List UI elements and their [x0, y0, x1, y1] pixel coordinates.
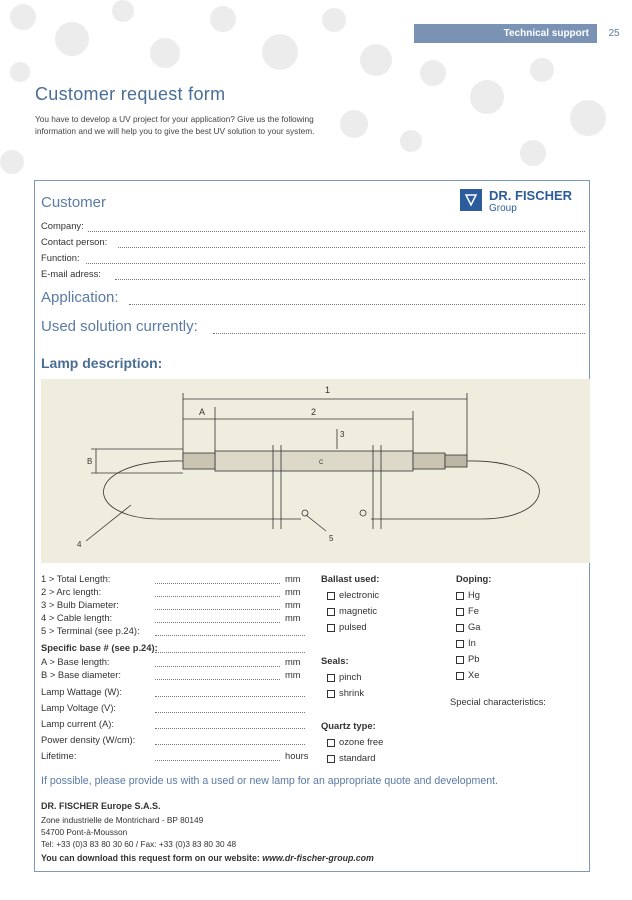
checkbox[interactable] — [456, 656, 464, 664]
base-measure-row-2-field[interactable] — [155, 679, 280, 680]
measure-row-4-unit: mm — [285, 612, 301, 623]
download-note — [41, 853, 374, 863]
doping-option-pb[interactable] — [456, 653, 479, 664]
checkbox[interactable] — [456, 640, 464, 648]
email-label: E-mail adress: — [41, 268, 101, 279]
email-field[interactable] — [115, 279, 585, 280]
quartz-option-standard[interactable] — [327, 752, 375, 763]
option-label: Xe — [468, 669, 480, 680]
lamp-field-row-1-label: Lamp Wattage (W): — [41, 686, 122, 697]
measure-row-5-field[interactable] — [155, 635, 305, 636]
diagram-label-1: 1 — [325, 385, 331, 395]
lamp-field-row-4-label: Power density (W/cm): — [41, 734, 136, 745]
seals-option-shrink[interactable] — [327, 687, 364, 698]
doping-option-hg[interactable] — [456, 589, 480, 600]
option-label: pinch — [339, 671, 362, 682]
ballast-heading: Ballast used: — [321, 573, 380, 584]
lamp-field-row-3-field[interactable] — [155, 728, 305, 729]
function-field[interactable] — [86, 263, 585, 264]
checkbox[interactable] — [327, 624, 335, 632]
used-solution-field[interactable] — [213, 333, 585, 334]
checkbox[interactable] — [456, 672, 464, 680]
logo-name: DR. FISCHER — [489, 188, 573, 203]
checkbox[interactable] — [327, 674, 335, 682]
lamp-field-row-5-field[interactable] — [155, 760, 280, 761]
base-measure-row-2-unit: mm — [285, 669, 301, 680]
checkbox[interactable] — [327, 690, 335, 698]
doping-heading: Doping: — [456, 573, 492, 584]
lamp-field-row-2-field[interactable] — [155, 712, 305, 713]
doping-option-ga[interactable] — [456, 621, 481, 632]
diagram-label-b: B — [87, 457, 93, 466]
company-address-line2: 54700 Pont-à-Mousson — [41, 827, 128, 837]
measure-row-1-label: 1 > Total Length: — [41, 573, 111, 584]
measure-row-1-field[interactable] — [155, 583, 280, 584]
ballast-option-pulsed[interactable] — [327, 621, 367, 632]
diagram-label-c: C — [319, 460, 324, 466]
special-characteristics-label: Special characteristics: — [450, 696, 546, 707]
measure-row-2-unit: mm — [285, 586, 301, 597]
checkbox[interactable] — [327, 608, 335, 616]
measure-row-3-unit: mm — [285, 599, 301, 610]
measure-row-4-label: 4 > Cable length: — [41, 612, 113, 623]
lamp-field-row-4-field[interactable] — [155, 744, 305, 745]
checkbox[interactable] — [327, 755, 335, 763]
option-label: Hg — [468, 589, 480, 600]
customer-heading: Customer — [41, 194, 107, 211]
checkbox[interactable] — [456, 608, 464, 616]
ballast-option-electronic[interactable] — [327, 589, 379, 600]
function-label: Function: — [41, 252, 80, 263]
page-number: 25 — [601, 24, 627, 43]
download-text: You can download this request form on our website: — [41, 853, 263, 863]
diagram-label-2: 2 — [311, 407, 317, 417]
website-link[interactable]: www.dr-fischer-group.com — [262, 853, 374, 863]
measure-row-1-unit: mm — [285, 573, 301, 584]
specific-base-row-field[interactable] — [155, 652, 305, 653]
checkbox[interactable] — [456, 624, 464, 632]
base-measure-row-1-label: A > Base length: — [41, 656, 110, 667]
checkbox[interactable] — [327, 592, 335, 600]
doping-option-in[interactable] — [456, 637, 476, 648]
diagram-label-3: 3 — [340, 430, 345, 439]
measure-row-3-field[interactable] — [155, 609, 280, 610]
specific-base-row-label: Specific base # (see p.24): — [41, 642, 158, 653]
checkbox[interactable] — [456, 592, 464, 600]
request-form — [34, 180, 590, 872]
option-label: Pb — [468, 653, 480, 664]
option-label: In — [468, 637, 476, 648]
measure-row-4-field[interactable] — [155, 622, 280, 623]
lamp-field-row-1-field[interactable] — [155, 696, 305, 697]
company-label: Company: — [41, 220, 84, 231]
measure-row-2-field[interactable] — [155, 596, 280, 597]
logo-sub: Group — [489, 203, 517, 214]
quartz-option-ozone-free[interactable] — [327, 736, 383, 747]
lamp-note: If possible, please provide us with a used or new lamp for an appropriate quote and development. — [41, 775, 498, 787]
doping-option-fe[interactable] — [456, 605, 479, 616]
company-name: DR. FISCHER Europe S.A.S. — [41, 801, 161, 811]
diagram-label-5: 5 — [329, 534, 334, 543]
base-measure-row-1-field[interactable] — [155, 666, 280, 667]
option-label: standard — [339, 752, 376, 763]
diagram-label-4: 4 — [77, 540, 82, 549]
intro-text: You have to develop a UV project for your application? Give us the following information and we will help you to give the best UV solution to your system. — [35, 114, 315, 136]
seals-heading: Seals: — [321, 655, 349, 666]
company-phone-fax: Tel: +33 (0)3 83 80 30 60 / Fax: +33 (0)3 83 80 30 48 — [41, 839, 237, 849]
application-field[interactable] — [129, 304, 585, 305]
contact-person-field[interactable] — [118, 247, 585, 248]
option-label: ozone free — [339, 736, 384, 747]
measure-row-3-label: 3 > Bulb Diameter: — [41, 599, 119, 610]
ballast-option-magnetic[interactable] — [327, 605, 377, 616]
option-label: pulsed — [339, 621, 367, 632]
option-label: shrink — [339, 687, 365, 698]
lamp-description-heading: Lamp description: — [41, 355, 163, 371]
doping-option-xe[interactable] — [456, 669, 479, 680]
base-measure-row-2-label: B > Base diameter: — [41, 669, 121, 680]
company-field[interactable] — [88, 231, 585, 232]
base-measure-row-1-unit: mm — [285, 656, 301, 667]
option-label: Fe — [468, 605, 479, 616]
option-label: magnetic — [339, 605, 378, 616]
lamp-field-row-3-label: Lamp current (A): — [41, 718, 114, 729]
application-label: Application: — [41, 289, 119, 306]
section-header-bar: Technical support — [414, 24, 597, 43]
lamp-field-row-5-unit: hours — [285, 750, 309, 761]
option-label: Ga — [468, 621, 481, 632]
lamp-diagram — [41, 379, 590, 563]
company-address-line1: Zone industrielle de Montrichard - BP 80149 — [41, 815, 204, 825]
quartz-heading: Quartz type: — [321, 720, 376, 731]
used-solution-label: Used solution currently: — [41, 318, 198, 335]
option-label: electronic — [339, 589, 380, 600]
seals-option-pinch[interactable] — [327, 671, 361, 682]
lamp-field-row-5-label: Lifetime: — [41, 750, 77, 761]
contact-person-label: Contact person: — [41, 236, 108, 247]
diagram-label-a: A — [199, 407, 206, 417]
dr-fischer-logo-icon — [460, 189, 482, 211]
measure-row-5-label: 5 > Terminal (see p.24): — [41, 625, 140, 636]
measure-row-2-label: 2 > Arc length: — [41, 586, 102, 597]
lamp-field-row-2-label: Lamp Voltage (V): — [41, 702, 117, 713]
page-title: Customer request form — [35, 84, 226, 104]
checkbox[interactable] — [327, 739, 335, 747]
